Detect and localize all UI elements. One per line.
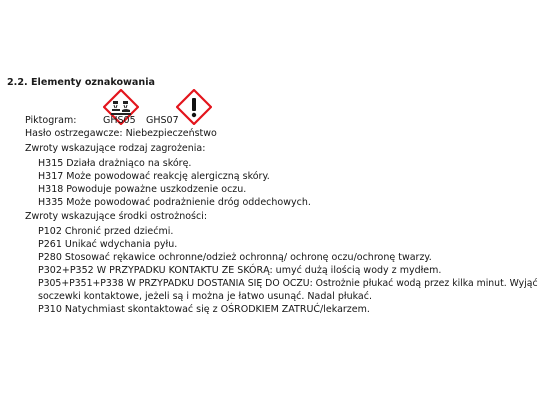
signal-word: Hasło ostrzegawcze: Niebezpieczeństwo [25,128,217,139]
pictogram-code-ghs07: GHS07 [146,115,179,126]
hazard-heading: Zwroty wskazujące rodzaj zagrożenia: [25,143,206,154]
precautionary-statement: P302+P352 W PRZYPADKU KONTAKTU ZE SKÓRĄ: umyć dużą ilością wody z mydłem. [38,265,442,276]
hazard-statement: H318 Powoduje poważne uszkodzenie oczu. [38,184,247,195]
pictogram-code-ghs05: GHS05 [103,115,136,126]
precaution-heading: Zwroty wskazujące środki ostrożności: [25,211,208,222]
precautionary-statement: P310 Natychmiast skontaktować się z OŚRODKIEM ZATRUĆ/lekarzem. [38,304,370,315]
hazard-statement: H317 Może powodować reakcję alergiczną skóry. [38,171,270,182]
section-title: 2.2. Elementy oznakowania [7,77,155,88]
precautionary-statement: P280 Stosować rękawice ochronne/odzież ochronną/ ochronę oczu/ochronę twarzy. [38,252,432,263]
exclamation-mark-pictogram-icon [176,89,212,125]
precautionary-statement: soczewki kontaktowe, jeżeli są i można je łatwo usunąć. Nadal płukać. [38,291,372,302]
precautionary-statement: P261 Unikać wdychania pyłu. [38,239,178,250]
pictogram-label: Piktogram: [25,115,77,126]
precautionary-statement: P102 Chronić przed dziećmi. [38,226,174,237]
precautionary-statement: P305+P351+P338 W PRZYPADKU DOSTANIA SIĘ DO OCZU: Ostrożnie płukać wodą przez kilka minut. Wyjąć [38,278,538,289]
hazard-statement: H315 Działa drażniąco na skórę. [38,158,192,169]
hazard-statement: H335 Może powodować podrażnienie dróg oddechowych. [38,197,311,208]
